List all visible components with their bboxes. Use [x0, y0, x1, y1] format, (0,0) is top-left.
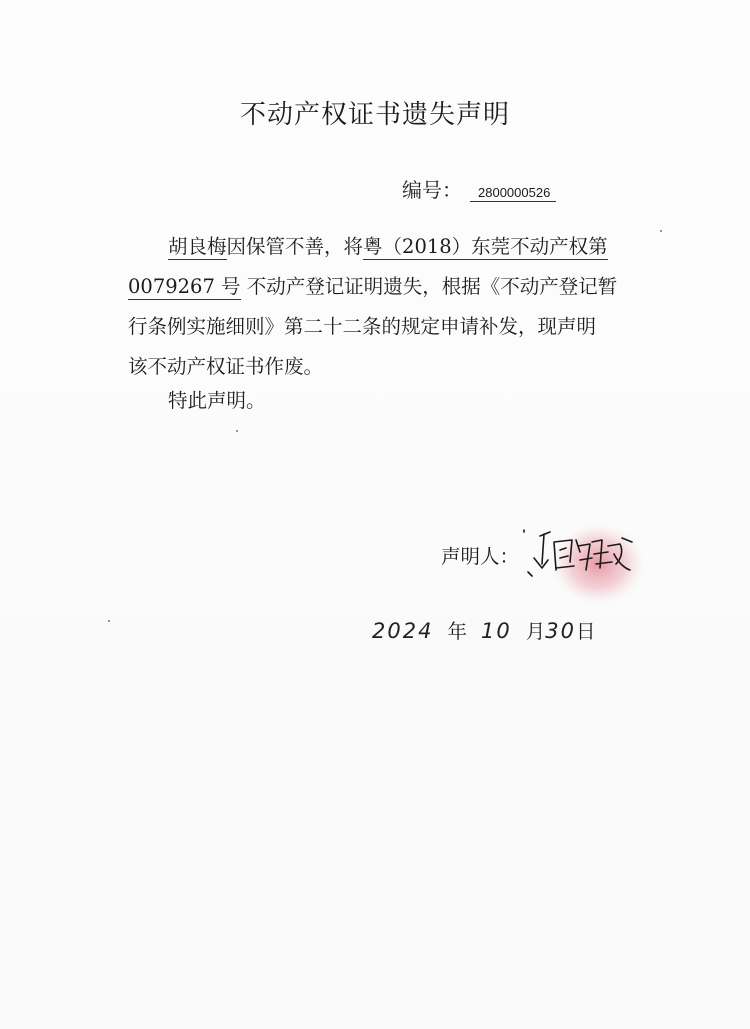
date-day: 30	[545, 619, 576, 643]
paragraph-line-1	[128, 227, 628, 267]
owner-name: 胡良梅	[168, 235, 227, 258]
serial-label: 编号：	[402, 178, 462, 202]
serial-line	[402, 174, 556, 203]
scan-speck	[660, 230, 662, 232]
certificate-number-part-b: 0079267 号	[128, 275, 241, 298]
paragraph-text-b: 不动产登记证明遗失，根据《不动产登记暂	[240, 275, 618, 298]
scan-speck	[108, 620, 110, 622]
declaration-paragraph	[128, 227, 628, 387]
closing-statement: 特此声明。	[168, 389, 266, 412]
document-title: 不动产权证书遗失声明	[239, 100, 510, 130]
date-day-label: 日	[575, 620, 596, 643]
date-year-label: 年	[447, 620, 467, 643]
serial-number: 2800000526	[470, 185, 556, 202]
date-month-label: 月	[525, 620, 546, 643]
declarant-label: 声明人：	[441, 545, 520, 568]
paragraph-line-2	[128, 267, 628, 307]
paragraph-text-a: 因保管不善，将	[226, 235, 364, 258]
paragraph-line-4: 该不动产权证书作废。	[128, 355, 324, 378]
declaration-date	[372, 616, 595, 644]
certificate-number-part-a: 粤（2018）东莞不动产权第	[363, 235, 608, 258]
date-year: 2024	[372, 619, 434, 643]
paragraph-line-3: 行条例实施细则》第二十二条的规定申请补发，现声明	[128, 315, 597, 338]
handwritten-signature	[520, 512, 650, 604]
date-month: 10	[480, 619, 512, 643]
scan-speck	[236, 430, 238, 432]
